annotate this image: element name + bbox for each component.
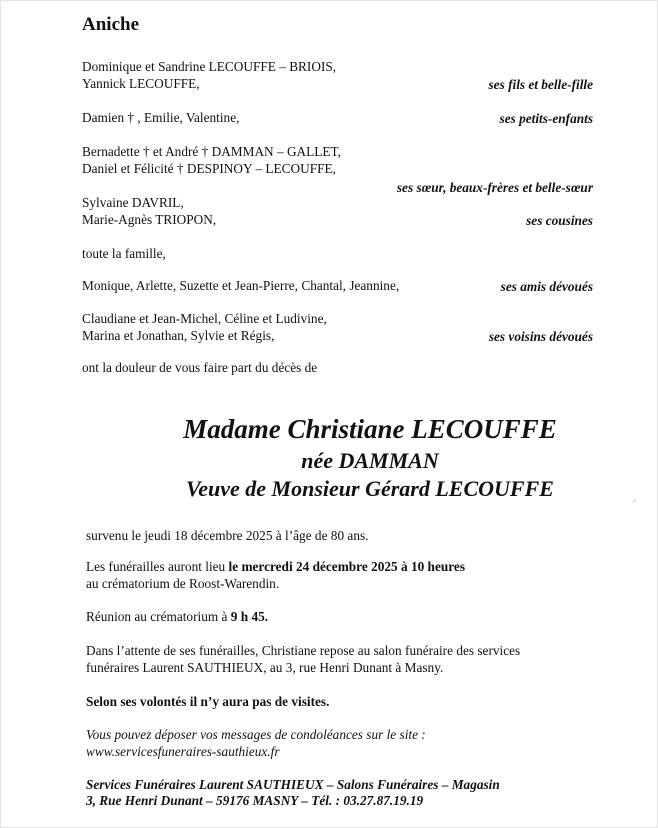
family-line: Yannick LECOUFFE, [82,76,200,91]
family-line: Marina et Jonathan, Sylvie et Régis, [82,328,275,343]
funeral-place: au crématorium de Roost-Warendin. [86,576,280,591]
family-role: ses petits-enfants [499,111,593,126]
meeting-info [86,609,268,625]
family-line: Monique, Arlette, Suzette et Jean-Pierre, Chantal, Jeannine, [82,278,400,293]
meeting-time: 9 h 45. [230,609,269,624]
meeting-text: Réunion au crématorium à [86,609,231,624]
condolences-link[interactable]: www.servicesfuneraires-sauthieux.fr [86,744,280,759]
family-line: Bernadette † et André † DAMMAN – GALLET, [82,144,341,159]
visits-notice: Selon ses volontés il n’y aura pas de visites. [86,694,330,709]
deceased-name: Madame Christiane LECOUFFE [183,414,557,444]
family-line: Daniel et Félicité † DESPINOY – LECOUFFE, [82,161,336,176]
family-role: ses sœur, beaux-frères et belle-sœur [396,180,593,195]
funeral-info [86,559,465,575]
funeral-home-address: 3, Rue Henri Dunant – 59176 MASNY – Tél. : 03.27.87.19.19 [86,793,424,808]
funeral-home-name: Services Funéraires Laurent SAUTHIEUX – Salons Funéraires – Magasin [86,777,500,792]
margin-mark: ⸝ [632,494,637,504]
funeral-date: le mercredi 24 décembre 2025 à 10 heures [228,559,465,574]
family-line: Damien † , Emilie, Valentine, [82,110,240,125]
family-line: Marie-Agnès TRIOPON, [82,212,217,227]
rest-info: Dans l’attente de ses funérailles, Christiane repose au salon funéraire des services [86,643,521,658]
deceased-widow-of: Veuve de Monsieur Gérard LECOUFFE [186,476,554,501]
family-line: toute la famille, [82,246,166,261]
deceased-maiden-name: née DAMMAN [301,448,439,473]
town-heading: Aniche [82,14,139,35]
death-date: survenu le jeudi 18 décembre 2025 à l’âge de 80 ans. [86,528,369,543]
condolences-text: Vous pouvez déposer vos messages de condoléances sur le site : [86,727,426,742]
family-line: Claudiane et Jean-Michel, Céline et Ludivine, [82,311,327,326]
family-role: ses fils et belle-fille [488,77,593,92]
announcement: ont la douleur de vous faire part du décès de [82,360,318,375]
family-line: Sylvaine DAVRIL, [82,195,184,210]
family-role: ses cousines [526,213,593,228]
funeral-text: Les funérailles auront lieu [86,559,229,574]
family-role: ses amis dévoués [500,279,593,294]
family-role: ses voisins dévoués [488,329,593,344]
rest-info: funéraires Laurent SAUTHIEUX, au 3, rue Henri Dunant à Masny. [86,660,444,675]
family-line: Dominique et Sandrine LECOUFFE – BRIOIS, [82,59,337,74]
